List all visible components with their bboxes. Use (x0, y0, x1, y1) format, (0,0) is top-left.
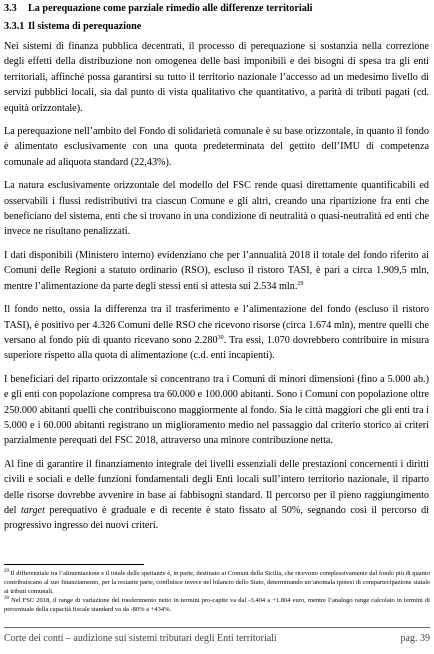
footer-divider (4, 627, 430, 628)
subsection-heading: 3.3.1 Il sistema di perequazione (4, 21, 142, 32)
paragraph-5: Il fondo netto, ossia la differenza tra il trasferimento e l’alimentazione del fondo (escluso il ristoro TASI), è positivo per 4.326 Comuni delle RSO che ricevono risorse (circa 1.674 mln), mentre quelli che versano al fondo più di quanto ricevano sono 2.280$^{30}$. Tra essi, 1.070 dovrebbero contribuire in misura superiore rispetto alla quota di alimentazione (c.d. enti incapienti). (4, 304, 429, 362)
footnotes (4, 569, 430, 614)
paragraph-6: I beneficiari del riparto orizzontale si concentrano tra i Comuni di minori dimensioni (fino a 5.000 ab.) e gli enti con popolazione compresa tra 60.000 e 100.000 abitanti. Sono i Comuni con popolazione oltre 250.000 abitanti quelli che contribuiscono maggiormente al fondo. Sia le città maggiori che gli enti tra i 5.000 e i 60.000 abitanti registrano un miglioramento medio nel passaggio dal criterio storico ai criteri parzialmente perequati del FSC 2018, attraverso una minore contribuzione netta. (4, 373, 429, 447)
paragraph-3: La natura esclusivamente orizzontale del modello del FSC rende quasi direttamente quantificabili ed osservabili i flussi redistributivi tra ciascun Comune e gli altri, creando una ripartizione fra enti che beneficiano del sistema, enti che si trovano in una condizione di neutralità o quasi-neutralità ed enti che invece ne risultano penalizzati. (4, 180, 429, 238)
paragraph-7: Al fine di garantire il finanziamento integrale dei livelli essenziali delle prestazioni concernenti i diritti civili e sociali e delle funzioni fondamentali degli Enti locali sull’intero territorio nazionale, il riparto delle risorse dovrebbe avvenire in base ai fabbisogni standard. Il percorso per il pieno raggiungimento del target perequativo è graduale e di recente è stato fissato al 50%, segnando così il percorso di progressivo ingresso dei nuovi criteri. (4, 458, 429, 532)
section-heading: 3.3 La perequazione come parziale rimedio alle differenze territoriali (4, 3, 313, 14)
body-text (4, 39, 429, 542)
paragraph-4: I dati disponibili (Ministero interno) evidenziano che per l’annualità 2018 il totale del fondo riferito ai Comuni delle Regioni a statuto ordinario (RSO), escluso il ristoro TASI, è pari a circa 1.909,5 mln, mentre l’alimentazione da parte degli stessi enti si attesta sui 2.534 mln.$^{29}$ (4, 249, 429, 292)
page-footer (4, 633, 430, 645)
footnote-29: $^{29}$ Il differenziale tra l’alimentazione e il totale delle spettanze è, in parte, destinato ai Comuni della Sicilia, che ricevono complessivamente dal fondo più di quanto contribuiscano al suo finanziamento, per la restante parte, confluisce invece nel bilancio dello Stato, determinando un’anomala ipotesi di compartecipazione statale ai tributi comunali. (4, 569, 430, 595)
footer-title: Corte dei conti – audizione sui sistemi tributari degli Enti territoriali (4, 633, 277, 644)
paragraph-2: La perequazione nell’ambito del Fondo di solidarietà comunale è su base orizzontale, in quanto il fondo è alimentato esclusivamente con una quota predeterminata del gettito dell’IMU di competenza comunale ad aliquota standard (22,43%). (4, 126, 429, 168)
footnote-ref-30[interactable]: 30 (217, 334, 224, 341)
footnote-ref-29[interactable]: 29 (297, 280, 304, 287)
footnote-30: $^{30}$ Nel FSC 2018, il range di variazione del trasferimento netto in termini pro-capite va dal -3.404 a +1.804 euro, mentre l’analogo range calcolato in termini di percentuale della capacità fiscale standard va da -80% a +434%. (4, 596, 430, 613)
footnote-separator (4, 564, 144, 565)
page-number: pag. 39 (400, 633, 430, 644)
paragraph-1: Nei sistemi di finanza pubblica decentrati, il processo di perequazione si sostanzia nella correzione degli effetti della distribuzione non omogenea delle basi imponibili e dei bisogni di spesa tra gli enti territoriali, affinché possa garantirsi su tutto il territorio nazionale l’accesso ad un medesimo livello di servizi pubblici locali, sia dal punto di vista qualitativo che quantitativo, a parità di tributi pagati (cd. equità orizzontale). (4, 41, 429, 114)
